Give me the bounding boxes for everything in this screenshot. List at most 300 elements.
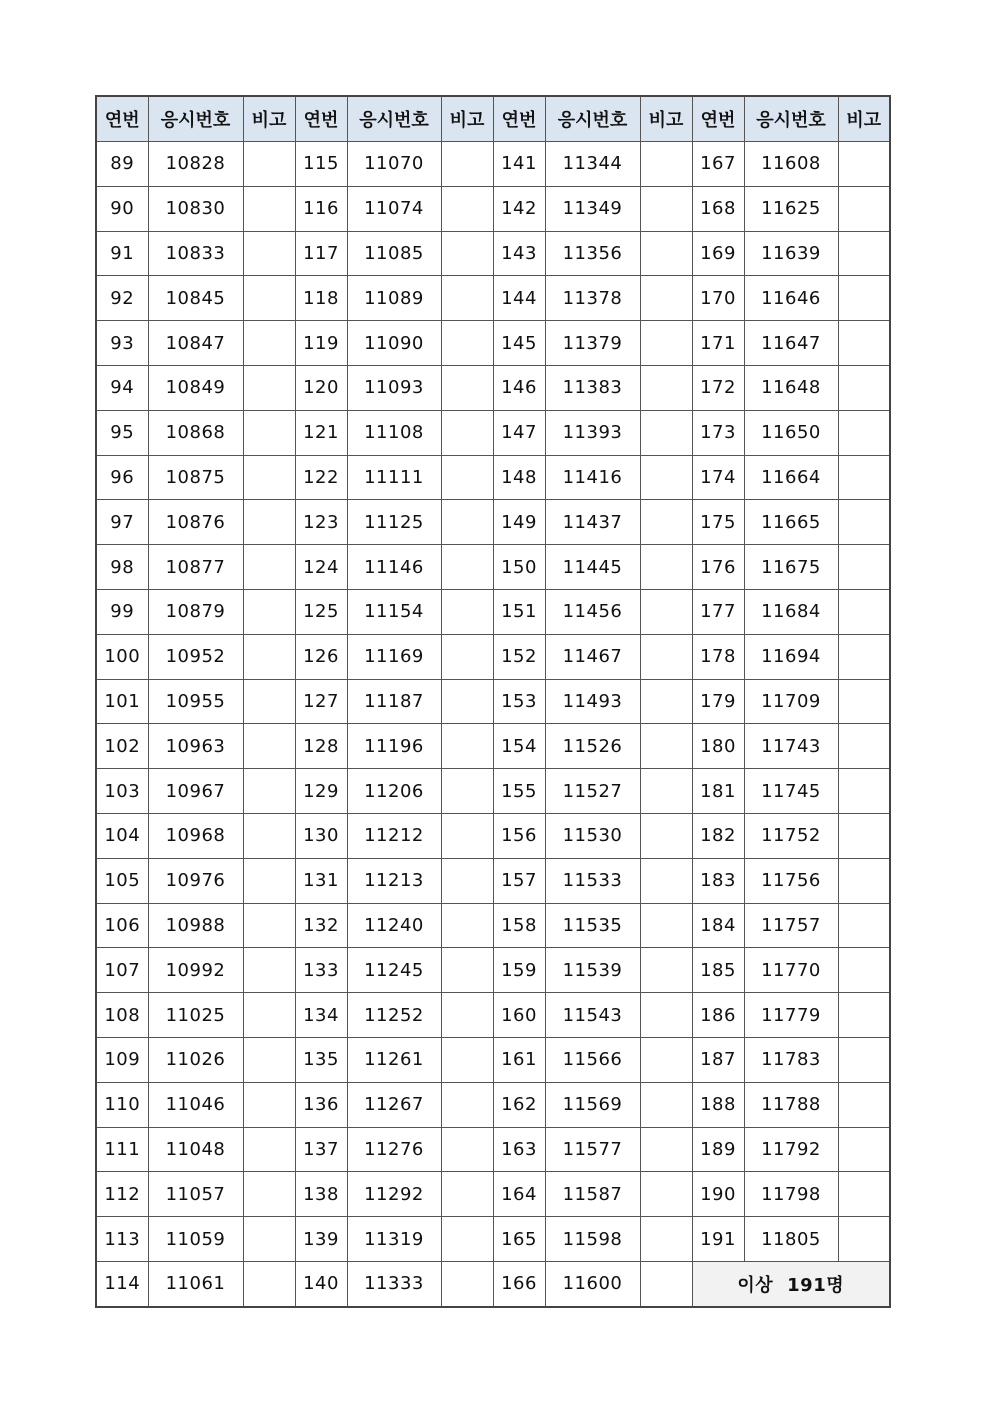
serial-cell: 190 — [692, 1172, 744, 1217]
remarks-cell — [838, 321, 890, 366]
serial-cell: 123 — [295, 500, 347, 545]
exam-number-cell: 10968 — [148, 813, 243, 858]
exam-number-cell: 11344 — [545, 142, 640, 187]
serial-cell: 178 — [692, 634, 744, 679]
serial-cell: 144 — [493, 276, 545, 321]
remarks-cell — [838, 589, 890, 634]
serial-cell: 108 — [96, 993, 148, 1038]
table-row — [96, 1082, 890, 1127]
exam-number-cell: 11252 — [347, 993, 441, 1038]
serial-cell: 101 — [96, 679, 148, 724]
exam-number-cell: 11757 — [744, 903, 838, 948]
remarks-cell — [243, 1082, 295, 1127]
serial-cell: 134 — [295, 993, 347, 1038]
remarks-cell — [441, 948, 493, 993]
serial-cell: 161 — [493, 1037, 545, 1082]
exam-number-cell: 10849 — [148, 365, 243, 410]
serial-cell: 107 — [96, 948, 148, 993]
exam-number-cell: 11089 — [347, 276, 441, 321]
serial-cell: 163 — [493, 1127, 545, 1172]
serial-cell: 165 — [493, 1217, 545, 1262]
exam-number-cell: 11437 — [545, 500, 640, 545]
serial-cell: 103 — [96, 769, 148, 814]
exam-number-cell: 11577 — [545, 1127, 640, 1172]
serial-cell: 162 — [493, 1082, 545, 1127]
exam-number-cell: 11445 — [545, 545, 640, 590]
remarks-cell — [640, 724, 692, 769]
serial-cell: 98 — [96, 545, 148, 590]
remarks-cell — [243, 365, 295, 410]
serial-cell: 169 — [692, 231, 744, 276]
serial-cell: 157 — [493, 858, 545, 903]
remarks-cell — [243, 813, 295, 858]
serial-cell: 126 — [295, 634, 347, 679]
exam-number-cell: 11493 — [545, 679, 640, 724]
serial-cell: 110 — [96, 1082, 148, 1127]
exam-number-cell: 11187 — [347, 679, 441, 724]
exam-number-cell: 10879 — [148, 589, 243, 634]
remarks-cell — [640, 903, 692, 948]
exam-number-cell: 11625 — [744, 186, 838, 231]
exam-number-cell: 11798 — [744, 1172, 838, 1217]
exam-number-cell: 11665 — [744, 500, 838, 545]
remarks-cell — [243, 455, 295, 500]
remarks-cell — [441, 276, 493, 321]
serial-cell: 158 — [493, 903, 545, 948]
exam-number-cell: 11805 — [744, 1217, 838, 1262]
serial-cell: 175 — [692, 500, 744, 545]
serial-cell: 143 — [493, 231, 545, 276]
exam-number-cell: 11212 — [347, 813, 441, 858]
serial-cell: 155 — [493, 769, 545, 814]
table-row — [96, 365, 890, 410]
remarks-cell — [441, 813, 493, 858]
serial-cell: 184 — [692, 903, 744, 948]
serial-cell: 125 — [295, 589, 347, 634]
remarks-cell — [640, 276, 692, 321]
serial-cell: 133 — [295, 948, 347, 993]
serial-cell: 167 — [692, 142, 744, 187]
exam-number-cell: 11648 — [744, 365, 838, 410]
exam-number-cell: 11770 — [744, 948, 838, 993]
table-row — [96, 948, 890, 993]
remarks-cell — [640, 993, 692, 1038]
remarks-cell — [441, 1127, 493, 1172]
remarks-cell — [441, 993, 493, 1038]
exam-number-cell: 11070 — [347, 142, 441, 187]
remarks-cell — [243, 634, 295, 679]
remarks-cell — [243, 142, 295, 187]
remarks-cell — [243, 1127, 295, 1172]
remarks-cell — [640, 455, 692, 500]
serial-cell: 100 — [96, 634, 148, 679]
exam-number-header: 응시번호 — [545, 96, 640, 142]
exam-number-cell: 11608 — [744, 142, 838, 187]
serial-cell: 160 — [493, 993, 545, 1038]
serial-cell: 135 — [295, 1037, 347, 1082]
serial-header: 연번 — [295, 96, 347, 142]
serial-cell: 151 — [493, 589, 545, 634]
serial-cell: 127 — [295, 679, 347, 724]
total-summary-cell — [692, 1261, 890, 1306]
remarks-cell — [243, 1217, 295, 1262]
exam-number-cell: 11530 — [545, 813, 640, 858]
exam-number-cell: 11356 — [545, 231, 640, 276]
remarks-cell — [441, 1082, 493, 1127]
serial-cell: 148 — [493, 455, 545, 500]
remarks-cell — [640, 1172, 692, 1217]
remarks-cell — [640, 410, 692, 455]
remarks-cell — [441, 500, 493, 545]
table-row — [96, 769, 890, 814]
serial-cell: 96 — [96, 455, 148, 500]
remarks-cell — [838, 679, 890, 724]
serial-cell: 172 — [692, 365, 744, 410]
table-row — [96, 321, 890, 366]
exam-number-header: 응시번호 — [148, 96, 243, 142]
remarks-cell — [838, 1217, 890, 1262]
exam-number-cell: 10847 — [148, 321, 243, 366]
exam-number-cell: 10988 — [148, 903, 243, 948]
serial-cell: 153 — [493, 679, 545, 724]
exam-number-cell: 11154 — [347, 589, 441, 634]
remarks-cell — [441, 231, 493, 276]
table-row — [96, 724, 890, 769]
serial-cell: 128 — [295, 724, 347, 769]
table-row — [96, 993, 890, 1038]
serial-cell: 106 — [96, 903, 148, 948]
serial-cell: 142 — [493, 186, 545, 231]
serial-cell: 115 — [295, 142, 347, 187]
exam-number-cell: 11709 — [744, 679, 838, 724]
exam-number-cell: 10877 — [148, 545, 243, 590]
remarks-cell — [441, 186, 493, 231]
serial-cell: 176 — [692, 545, 744, 590]
serial-cell: 189 — [692, 1127, 744, 1172]
exam-number-cell: 11169 — [347, 634, 441, 679]
summary-prefix: 이상 — [737, 1274, 774, 1296]
remarks-cell — [838, 455, 890, 500]
remarks-cell — [640, 1082, 692, 1127]
remarks-cell — [640, 679, 692, 724]
exam-number-cell: 11090 — [347, 321, 441, 366]
remarks-cell — [838, 1127, 890, 1172]
remarks-cell — [838, 276, 890, 321]
remarks-cell — [441, 724, 493, 769]
remarks-cell — [640, 634, 692, 679]
remarks-cell — [838, 634, 890, 679]
serial-cell: 93 — [96, 321, 148, 366]
serial-cell: 116 — [295, 186, 347, 231]
table-row — [96, 455, 890, 500]
serial-cell: 114 — [96, 1261, 148, 1306]
remarks-cell — [838, 142, 890, 187]
exam-number-cell: 10875 — [148, 455, 243, 500]
serial-cell: 137 — [295, 1127, 347, 1172]
serial-cell: 156 — [493, 813, 545, 858]
remarks-cell — [441, 634, 493, 679]
exam-number-cell: 11146 — [347, 545, 441, 590]
serial-cell: 182 — [692, 813, 744, 858]
remarks-cell — [838, 813, 890, 858]
exam-number-cell: 11026 — [148, 1037, 243, 1082]
exam-number-cell: 11093 — [347, 365, 441, 410]
exam-number-cell: 11048 — [148, 1127, 243, 1172]
serial-cell: 102 — [96, 724, 148, 769]
remarks-cell — [441, 455, 493, 500]
serial-cell: 141 — [493, 142, 545, 187]
remarks-cell — [640, 365, 692, 410]
remarks-cell — [640, 142, 692, 187]
serial-cell: 97 — [96, 500, 148, 545]
exam-number-cell: 11276 — [347, 1127, 441, 1172]
exam-number-cell: 11650 — [744, 410, 838, 455]
table-row — [96, 500, 890, 545]
serial-cell: 119 — [295, 321, 347, 366]
remarks-cell — [243, 410, 295, 455]
exam-number-cell: 11108 — [347, 410, 441, 455]
remarks-cell — [838, 545, 890, 590]
exam-number-cell: 11467 — [545, 634, 640, 679]
remarks-cell — [441, 142, 493, 187]
serial-cell: 191 — [692, 1217, 744, 1262]
exam-number-cell: 11684 — [744, 589, 838, 634]
exam-number-cell: 11646 — [744, 276, 838, 321]
exam-number-cell: 10963 — [148, 724, 243, 769]
serial-cell: 170 — [692, 276, 744, 321]
remarks-cell — [243, 724, 295, 769]
remarks-cell — [838, 903, 890, 948]
remarks-cell — [243, 321, 295, 366]
serial-header: 연번 — [493, 96, 545, 142]
serial-cell: 131 — [295, 858, 347, 903]
remarks-cell — [838, 186, 890, 231]
remarks-header: 비고 — [243, 96, 295, 142]
exam-number-cell: 11535 — [545, 903, 640, 948]
remarks-cell — [243, 769, 295, 814]
exam-number-cell: 10828 — [148, 142, 243, 187]
serial-cell: 164 — [493, 1172, 545, 1217]
exam-number-cell: 11743 — [744, 724, 838, 769]
serial-cell: 105 — [96, 858, 148, 903]
remarks-cell — [441, 1172, 493, 1217]
exam-number-cell: 11393 — [545, 410, 640, 455]
serial-cell: 91 — [96, 231, 148, 276]
serial-cell: 132 — [295, 903, 347, 948]
exam-number-cell: 11647 — [744, 321, 838, 366]
exam-number-cell: 11240 — [347, 903, 441, 948]
serial-cell: 185 — [692, 948, 744, 993]
serial-cell: 104 — [96, 813, 148, 858]
applicant-roster-table — [95, 95, 891, 1308]
remarks-cell — [838, 1172, 890, 1217]
serial-cell: 166 — [493, 1261, 545, 1306]
remarks-cell — [243, 1172, 295, 1217]
table-row — [96, 589, 890, 634]
serial-cell: 177 — [692, 589, 744, 634]
table-body — [96, 142, 890, 1307]
exam-number-cell: 11213 — [347, 858, 441, 903]
serial-cell: 117 — [295, 231, 347, 276]
remarks-cell — [243, 903, 295, 948]
remarks-cell — [838, 1037, 890, 1082]
table-row — [96, 679, 890, 724]
serial-cell: 152 — [493, 634, 545, 679]
exam-number-cell: 10967 — [148, 769, 243, 814]
exam-number-cell: 11456 — [545, 589, 640, 634]
serial-header: 연번 — [96, 96, 148, 142]
exam-number-cell: 11792 — [744, 1127, 838, 1172]
serial-cell: 139 — [295, 1217, 347, 1262]
remarks-cell — [243, 231, 295, 276]
remarks-cell — [243, 545, 295, 590]
table-row — [96, 186, 890, 231]
serial-cell: 130 — [295, 813, 347, 858]
remarks-cell — [243, 1037, 295, 1082]
remarks-cell — [441, 365, 493, 410]
exam-number-cell: 11046 — [148, 1082, 243, 1127]
table-row — [96, 1261, 890, 1306]
exam-number-cell: 11059 — [148, 1217, 243, 1262]
exam-number-cell: 11416 — [545, 455, 640, 500]
remarks-header: 비고 — [838, 96, 890, 142]
serial-cell: 89 — [96, 142, 148, 187]
remarks-cell — [441, 858, 493, 903]
remarks-cell — [243, 589, 295, 634]
exam-number-cell: 11074 — [347, 186, 441, 231]
remarks-cell — [640, 545, 692, 590]
remarks-cell — [640, 589, 692, 634]
exam-number-cell: 11383 — [545, 365, 640, 410]
serial-cell: 136 — [295, 1082, 347, 1127]
remarks-cell — [243, 993, 295, 1038]
remarks-cell — [243, 186, 295, 231]
exam-number-cell: 10833 — [148, 231, 243, 276]
serial-cell: 150 — [493, 545, 545, 590]
exam-number-header: 응시번호 — [744, 96, 838, 142]
remarks-cell — [243, 679, 295, 724]
remarks-cell — [243, 1261, 295, 1306]
table-row — [96, 1217, 890, 1262]
remarks-cell — [441, 589, 493, 634]
table-row — [96, 1172, 890, 1217]
remarks-cell — [640, 186, 692, 231]
serial-cell: 180 — [692, 724, 744, 769]
exam-number-cell: 11245 — [347, 948, 441, 993]
table-row — [96, 858, 890, 903]
table-row — [96, 813, 890, 858]
remarks-cell — [441, 679, 493, 724]
remarks-cell — [441, 1217, 493, 1262]
exam-number-cell: 11379 — [545, 321, 640, 366]
exam-number-cell: 11526 — [545, 724, 640, 769]
exam-number-cell: 11125 — [347, 500, 441, 545]
serial-cell: 113 — [96, 1217, 148, 1262]
remarks-cell — [640, 1261, 692, 1306]
exam-number-header: 응시번호 — [347, 96, 441, 142]
serial-cell: 154 — [493, 724, 545, 769]
table-row — [96, 142, 890, 187]
exam-number-cell: 11675 — [744, 545, 838, 590]
serial-header: 연번 — [692, 96, 744, 142]
serial-cell: 147 — [493, 410, 545, 455]
remarks-cell — [640, 858, 692, 903]
exam-number-cell: 11085 — [347, 231, 441, 276]
exam-number-cell: 11783 — [744, 1037, 838, 1082]
remarks-cell — [243, 948, 295, 993]
table-row — [96, 903, 890, 948]
exam-number-cell: 11664 — [744, 455, 838, 500]
serial-cell: 138 — [295, 1172, 347, 1217]
exam-number-cell: 11349 — [545, 186, 640, 231]
exam-number-cell: 10976 — [148, 858, 243, 903]
serial-cell: 109 — [96, 1037, 148, 1082]
serial-cell: 129 — [295, 769, 347, 814]
table-row — [96, 634, 890, 679]
exam-number-cell: 11196 — [347, 724, 441, 769]
exam-number-cell: 10952 — [148, 634, 243, 679]
exam-number-cell: 11111 — [347, 455, 441, 500]
exam-number-cell: 11788 — [744, 1082, 838, 1127]
remarks-cell — [838, 993, 890, 1038]
serial-cell: 111 — [96, 1127, 148, 1172]
serial-cell: 179 — [692, 679, 744, 724]
remarks-cell — [640, 231, 692, 276]
exam-number-cell: 11378 — [545, 276, 640, 321]
exam-number-cell: 11061 — [148, 1261, 243, 1306]
exam-number-cell: 11057 — [148, 1172, 243, 1217]
remarks-cell — [640, 321, 692, 366]
table-row — [96, 1037, 890, 1082]
summary-count: 191명 — [787, 1274, 845, 1296]
serial-cell: 159 — [493, 948, 545, 993]
remarks-cell — [441, 545, 493, 590]
serial-cell: 181 — [692, 769, 744, 814]
table-row — [96, 545, 890, 590]
exam-number-cell: 10830 — [148, 186, 243, 231]
remarks-cell — [838, 500, 890, 545]
remarks-cell — [838, 410, 890, 455]
remarks-cell — [441, 1037, 493, 1082]
exam-number-cell: 11639 — [744, 231, 838, 276]
exam-number-cell: 11267 — [347, 1082, 441, 1127]
exam-number-cell: 10845 — [148, 276, 243, 321]
remarks-cell — [640, 813, 692, 858]
remarks-cell — [640, 1217, 692, 1262]
exam-number-cell: 11752 — [744, 813, 838, 858]
remarks-cell — [640, 1037, 692, 1082]
remarks-cell — [243, 858, 295, 903]
remarks-cell — [640, 1127, 692, 1172]
remarks-header: 비고 — [640, 96, 692, 142]
remarks-cell — [441, 903, 493, 948]
remarks-cell — [640, 500, 692, 545]
serial-cell: 145 — [493, 321, 545, 366]
exam-number-cell: 11206 — [347, 769, 441, 814]
remarks-cell — [640, 769, 692, 814]
serial-cell: 120 — [295, 365, 347, 410]
header-row — [96, 96, 890, 142]
remarks-cell — [441, 410, 493, 455]
serial-cell: 173 — [692, 410, 744, 455]
serial-cell: 121 — [295, 410, 347, 455]
serial-cell: 188 — [692, 1082, 744, 1127]
exam-number-cell: 10868 — [148, 410, 243, 455]
serial-cell: 171 — [692, 321, 744, 366]
remarks-cell — [838, 948, 890, 993]
exam-number-cell: 11292 — [347, 1172, 441, 1217]
serial-cell: 168 — [692, 186, 744, 231]
